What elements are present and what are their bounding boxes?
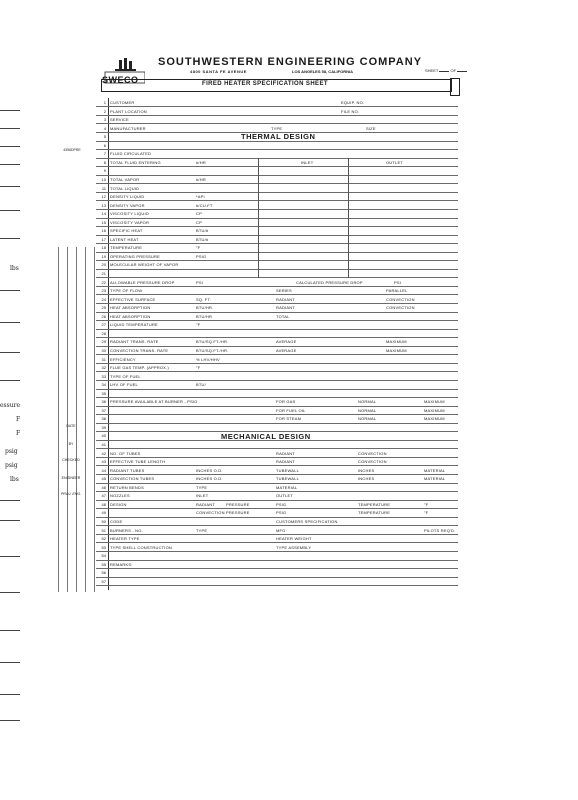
row-number: 18 bbox=[101, 245, 106, 251]
sheet-label: SHEET bbox=[425, 68, 439, 73]
field-label: TYPE OF FUEL bbox=[110, 373, 141, 379]
field-label-right: CALCULATED PRESSURE DROP bbox=[296, 279, 363, 285]
revision-column bbox=[58, 247, 96, 592]
left-page-rule bbox=[0, 164, 20, 165]
field-label: FLUE GAS TEMP. (APPROX.) bbox=[110, 365, 169, 371]
row-number: 38 bbox=[101, 416, 106, 422]
row-number: 51 bbox=[101, 527, 106, 533]
left-page-rule bbox=[0, 238, 20, 239]
row-number: 37 bbox=[101, 407, 106, 413]
row-number: 25 bbox=[101, 305, 106, 311]
company-name: SOUTHWESTERN ENGINEERING COMPANY bbox=[158, 56, 423, 68]
revision-label-by: BY bbox=[68, 442, 74, 446]
row-number: 32 bbox=[101, 365, 106, 371]
field-label-right: PSIG bbox=[276, 510, 287, 516]
revision-stamp: 4356DPRE bbox=[63, 148, 81, 152]
field-label-right-2: OUTLET bbox=[386, 159, 403, 165]
row-number: 28 bbox=[101, 330, 106, 336]
field-label: SERVICE bbox=[110, 117, 129, 123]
left-page-text: lbs bbox=[10, 476, 19, 483]
row-number: 35 bbox=[101, 390, 106, 396]
field-label: LIQUID TEMPERATURE bbox=[110, 322, 158, 328]
field-label-right: TYPE ASSEMBLY bbox=[276, 544, 312, 550]
row-number: 30 bbox=[101, 347, 106, 353]
revision-label-date: DATE bbox=[66, 424, 76, 428]
row-number: 47 bbox=[101, 493, 106, 499]
form-title: FIRED HEATER SPECIFICATION SHEET bbox=[202, 81, 328, 87]
field-label-right: RADIANT bbox=[276, 459, 295, 465]
field-unit: TYPE bbox=[196, 527, 208, 533]
row-number: 11 bbox=[101, 185, 106, 191]
field-sub-label: PRESSURE bbox=[226, 510, 250, 516]
field-label-right: SERIES bbox=[276, 288, 292, 294]
left-page-text: psig bbox=[5, 448, 18, 455]
field-label: CODE bbox=[110, 518, 123, 524]
field-label: RETURN BENDS bbox=[110, 484, 144, 490]
field-unit: CP bbox=[196, 219, 202, 225]
row-number: 24 bbox=[101, 296, 106, 302]
sheet-side-box bbox=[450, 78, 460, 96]
left-page-rule bbox=[0, 662, 20, 663]
field-label: HEATER TYPE bbox=[110, 536, 140, 542]
field-label-right: TOTAL bbox=[276, 313, 290, 319]
field-label: TEMPERATURE bbox=[110, 245, 143, 251]
field-label-right: OUTLET bbox=[276, 493, 293, 499]
field-unit: CONVECTION bbox=[196, 510, 225, 516]
row-number: 53 bbox=[101, 544, 106, 550]
field-label-right-2: NORMAL bbox=[358, 399, 377, 405]
row-number: 56 bbox=[101, 570, 106, 576]
field-label-right-3: °F bbox=[424, 510, 429, 516]
field-label-right-2: NORMAL bbox=[358, 416, 377, 422]
field-label-right: CUSTOMERS SPECIFICATION bbox=[276, 518, 338, 524]
row-number: 6 bbox=[103, 142, 106, 148]
field-unit: BTU/HR. bbox=[196, 305, 214, 311]
field-label-right-2: NORMAL bbox=[358, 407, 377, 413]
section-heading-mechanical: MECHANICAL DESIGN bbox=[221, 432, 311, 442]
left-page-rule bbox=[0, 110, 20, 111]
field-unit: BTU/ bbox=[196, 382, 206, 388]
row-number: 46 bbox=[101, 484, 106, 490]
left-page-rule bbox=[0, 128, 20, 129]
row-number: 17 bbox=[101, 236, 106, 242]
field-label: LATENT HEAT bbox=[110, 236, 139, 242]
company-address: 4800 SANTA FE AVENUE bbox=[190, 69, 247, 74]
left-page-text: lbs bbox=[10, 265, 19, 272]
field-label-right: FILE NO. bbox=[341, 108, 360, 114]
field-label: DENSITY VAPOR bbox=[110, 202, 145, 208]
left-page-rule bbox=[0, 352, 20, 353]
field-label: HEAT ABSORPTION bbox=[110, 305, 151, 311]
row-number: 21 bbox=[101, 271, 106, 276]
left-page-rule bbox=[0, 322, 20, 323]
field-label-right: RADIANT bbox=[276, 296, 295, 302]
logo-text: SWECO bbox=[102, 75, 139, 85]
field-label-right-2: INCHES bbox=[358, 467, 375, 473]
field-unit: INCHES O.D. bbox=[196, 467, 223, 473]
row-number: 16 bbox=[101, 228, 106, 234]
left-page-rule bbox=[0, 210, 20, 211]
field-label-right: TUBEWALL bbox=[276, 467, 300, 473]
field-label: CONVECTION TRANS. RATE bbox=[110, 347, 169, 353]
row-number: 23 bbox=[101, 288, 106, 294]
row-number: 15 bbox=[101, 219, 106, 225]
field-label: RADIANT TRANS. RATE bbox=[110, 339, 159, 345]
field-label: CUSTOMER bbox=[110, 100, 135, 105]
field-label-right-3: MATERIAL bbox=[424, 467, 446, 473]
left-page-rule bbox=[0, 592, 20, 593]
field-unit: #/CU.FT bbox=[196, 202, 213, 208]
field-label-right: AVERAGE bbox=[276, 347, 297, 353]
row-number: 52 bbox=[101, 536, 106, 542]
field-label-right: MATERIAL bbox=[276, 484, 298, 490]
field-unit: INLET bbox=[196, 493, 209, 499]
row-number: 48 bbox=[101, 501, 106, 507]
row-number: 36 bbox=[101, 399, 106, 405]
field-label: DESIGN bbox=[110, 501, 127, 507]
row-number: 12 bbox=[101, 194, 106, 200]
field-label: TYPE SHELL CONSTRUCTION bbox=[110, 544, 173, 550]
left-page-text: essure bbox=[0, 402, 20, 409]
field-label-right-3: MAXIMUM bbox=[424, 416, 445, 422]
field-label-right-2: CONVECTION bbox=[386, 296, 415, 302]
row-number: 34 bbox=[101, 382, 106, 388]
row-number: 33 bbox=[101, 373, 106, 379]
field-unit: *API bbox=[196, 194, 205, 200]
field-label: OPERATING PRESSURE bbox=[110, 253, 160, 259]
revision-label-proj-eng: PROJ. ENG. bbox=[60, 492, 82, 496]
field-unit: BTU/# bbox=[196, 228, 209, 234]
field-unit: TYPE bbox=[196, 484, 208, 490]
left-page-rule bbox=[0, 380, 20, 381]
sheet-number bbox=[425, 68, 467, 73]
left-page-text: psig bbox=[5, 462, 18, 469]
field-unit: PSI bbox=[196, 279, 204, 285]
left-page-rule bbox=[0, 520, 20, 521]
row-number: 42 bbox=[101, 450, 106, 456]
row-number: 49 bbox=[101, 510, 106, 516]
field-label: EFFECTIVE SURFACE bbox=[110, 296, 156, 302]
field-unit: BTU/SQ.FT./HR. bbox=[196, 339, 229, 345]
field-label: CONVECTION TUBES bbox=[110, 476, 155, 482]
field-label: HEAT ABSORPTION bbox=[110, 313, 151, 319]
field-label-right-2: TEMPERATURE bbox=[358, 510, 391, 516]
row-number: 20 bbox=[101, 262, 106, 268]
field-label: FLUID CIRCULATED bbox=[110, 151, 152, 157]
row-number: 45 bbox=[101, 476, 106, 482]
field-unit: CP bbox=[196, 211, 202, 217]
section-heading-thermal: THERMAL DESIGN bbox=[241, 131, 316, 141]
field-label-right-3: PILOTS REQ'D. bbox=[424, 527, 456, 533]
field-label: BURNERS - NO. bbox=[110, 527, 143, 533]
row-number: 40 bbox=[101, 433, 106, 439]
left-page-rule bbox=[0, 500, 20, 501]
row-number: 7 bbox=[103, 151, 106, 157]
field-label-right-2: PSI bbox=[394, 279, 402, 285]
field-label-right: PSIG bbox=[276, 501, 287, 507]
field-unit: BTU/SQ.FT./HR. bbox=[196, 347, 229, 353]
field-label: EFFICIENCY bbox=[110, 356, 136, 362]
field-label: ALLOWABLE PRESSURE DROP bbox=[110, 279, 175, 285]
row-number: 14 bbox=[101, 211, 106, 217]
left-page-text: F bbox=[16, 430, 21, 437]
field-sub-label: PRESSURE bbox=[226, 501, 250, 507]
field-label: PRESSURE AVAILABLE AT BURNER - PSIG bbox=[110, 399, 198, 405]
field-label-right-2: CONVECTION bbox=[386, 305, 415, 311]
form-row bbox=[96, 577, 458, 586]
left-page-rule bbox=[0, 186, 20, 187]
field-label: VISCOSITY LIQUID bbox=[110, 211, 149, 217]
field-label-right-3: °F bbox=[424, 501, 429, 507]
field-unit: BTU/HR bbox=[196, 313, 213, 319]
left-page-text: F bbox=[16, 416, 21, 423]
field-unit: #/HR bbox=[196, 159, 206, 165]
field-label-right-3: MATERIAL bbox=[424, 476, 446, 482]
field-unit: INCHES O.D. bbox=[196, 476, 223, 482]
of-label: OF bbox=[450, 68, 457, 73]
field-label: RADIANT TUBES bbox=[110, 467, 145, 473]
row-number: 9 bbox=[103, 168, 106, 174]
left-page-rule bbox=[0, 630, 20, 631]
row-number: 1 bbox=[103, 100, 106, 105]
row-number: 22 bbox=[101, 279, 106, 285]
field-label: DENSITY LIQUID bbox=[110, 194, 145, 200]
field-label-right-2: INCHES bbox=[358, 476, 375, 482]
field-label-right: FOR STEAM bbox=[276, 416, 302, 422]
row-number: 29 bbox=[101, 339, 106, 345]
specification-form bbox=[96, 98, 460, 590]
field-label-right: TUBEWALL bbox=[276, 476, 300, 482]
row-number: 39 bbox=[101, 424, 106, 430]
field-label-right-2: SIZE bbox=[366, 125, 376, 131]
row-number: 4 bbox=[103, 125, 106, 131]
field-label-right: FOR FUEL OIL bbox=[276, 407, 306, 413]
field-label: EFFECTIVE TUBE LENGTH bbox=[110, 459, 166, 465]
field-label-right: AVERAGE bbox=[276, 339, 297, 345]
revision-label-engineer: ENGINEER bbox=[61, 476, 81, 480]
inlet-column-divider bbox=[258, 158, 259, 278]
row-number: 44 bbox=[101, 467, 106, 473]
field-label-right-2: CONVECTION bbox=[358, 450, 387, 456]
field-label-right: RADIANT bbox=[276, 450, 295, 456]
field-unit: °F bbox=[196, 322, 201, 328]
field-label-right-2: PARALLEL bbox=[386, 288, 408, 294]
field-unit: °F bbox=[196, 365, 201, 371]
field-label-right: TYPE bbox=[271, 125, 283, 131]
outlet-column-divider bbox=[348, 158, 349, 278]
revision-label-checked: CHECKED bbox=[62, 458, 80, 462]
left-page-rule bbox=[0, 556, 20, 557]
field-unit: PSIG bbox=[196, 253, 207, 259]
row-number: 41 bbox=[101, 442, 106, 447]
field-unit: % LHV/HHV bbox=[196, 356, 220, 362]
field-label: TOTAL FLUID ENTERING bbox=[110, 159, 161, 165]
form-title-box bbox=[101, 79, 452, 92]
field-unit: °F bbox=[196, 245, 201, 251]
field-label-right-2: MAXIMUM bbox=[386, 347, 407, 353]
field-label: MOLECULAR WEIGHT OF VAPOR bbox=[110, 262, 179, 268]
row-number: 55 bbox=[101, 561, 106, 567]
row-number: 8 bbox=[103, 159, 106, 165]
field-unit: #/HR bbox=[196, 176, 206, 182]
row-number: 27 bbox=[101, 322, 106, 328]
field-label-right: FOR GAS bbox=[276, 399, 296, 405]
row-number: 13 bbox=[101, 202, 106, 208]
row-number: 19 bbox=[101, 253, 106, 259]
row-number: 5 bbox=[103, 134, 106, 140]
field-label-right: HEATER WEIGHT bbox=[276, 536, 312, 542]
field-label-right-2: TEMPERATURE bbox=[358, 501, 391, 507]
row-number: 31 bbox=[101, 356, 106, 362]
field-label: REMARKS: bbox=[110, 561, 133, 567]
row-number: 2 bbox=[103, 108, 106, 114]
row-number: 43 bbox=[101, 459, 106, 465]
left-page-rule bbox=[0, 720, 20, 721]
field-unit: RADIANT bbox=[196, 501, 215, 507]
field-label-right-2: CONVECTION bbox=[358, 459, 387, 465]
field-label: TYPE OF FLOW bbox=[110, 288, 143, 294]
field-unit: SQ. FT. bbox=[196, 296, 211, 302]
field-unit: BTU/# bbox=[196, 236, 209, 242]
field-label-right-2: MAXIMUM bbox=[386, 339, 407, 345]
left-page-rule bbox=[0, 694, 20, 695]
row-number: 54 bbox=[101, 553, 106, 559]
field-label: LHV OF FUEL bbox=[110, 382, 138, 388]
row-number: 3 bbox=[103, 117, 106, 123]
row-number: 10 bbox=[101, 176, 106, 182]
field-label-right: INLET bbox=[301, 159, 314, 165]
field-label-right-3: MAXIMUM bbox=[424, 407, 445, 413]
field-label: NOZZLES bbox=[110, 493, 130, 499]
field-label: VISCOSITY VAPOR bbox=[110, 219, 150, 225]
field-label: TOTAL LIQUID bbox=[110, 185, 140, 191]
field-label: TOTAL VAPOR bbox=[110, 176, 140, 182]
field-label: SPECIFIC HEAT bbox=[110, 228, 143, 234]
field-label-right: EQUIP. NO. bbox=[341, 100, 365, 105]
field-label-right-3: MAXIMUM bbox=[424, 399, 445, 405]
field-label: PLANT LOCATION bbox=[110, 108, 147, 114]
field-label-right: MFG. bbox=[276, 527, 287, 533]
left-page-rule bbox=[0, 146, 20, 147]
row-number: 57 bbox=[101, 578, 106, 584]
field-label: NO. OF TUBES bbox=[110, 450, 141, 456]
company-city: LOS ANGELES 58, CALIFORNIA bbox=[292, 69, 353, 74]
field-label: MANUFACTURER bbox=[110, 125, 146, 131]
left-page-rule bbox=[0, 290, 20, 291]
row-number: 50 bbox=[101, 518, 106, 524]
field-label-right: RADIANT bbox=[276, 305, 295, 311]
row-number: 26 bbox=[101, 313, 106, 319]
